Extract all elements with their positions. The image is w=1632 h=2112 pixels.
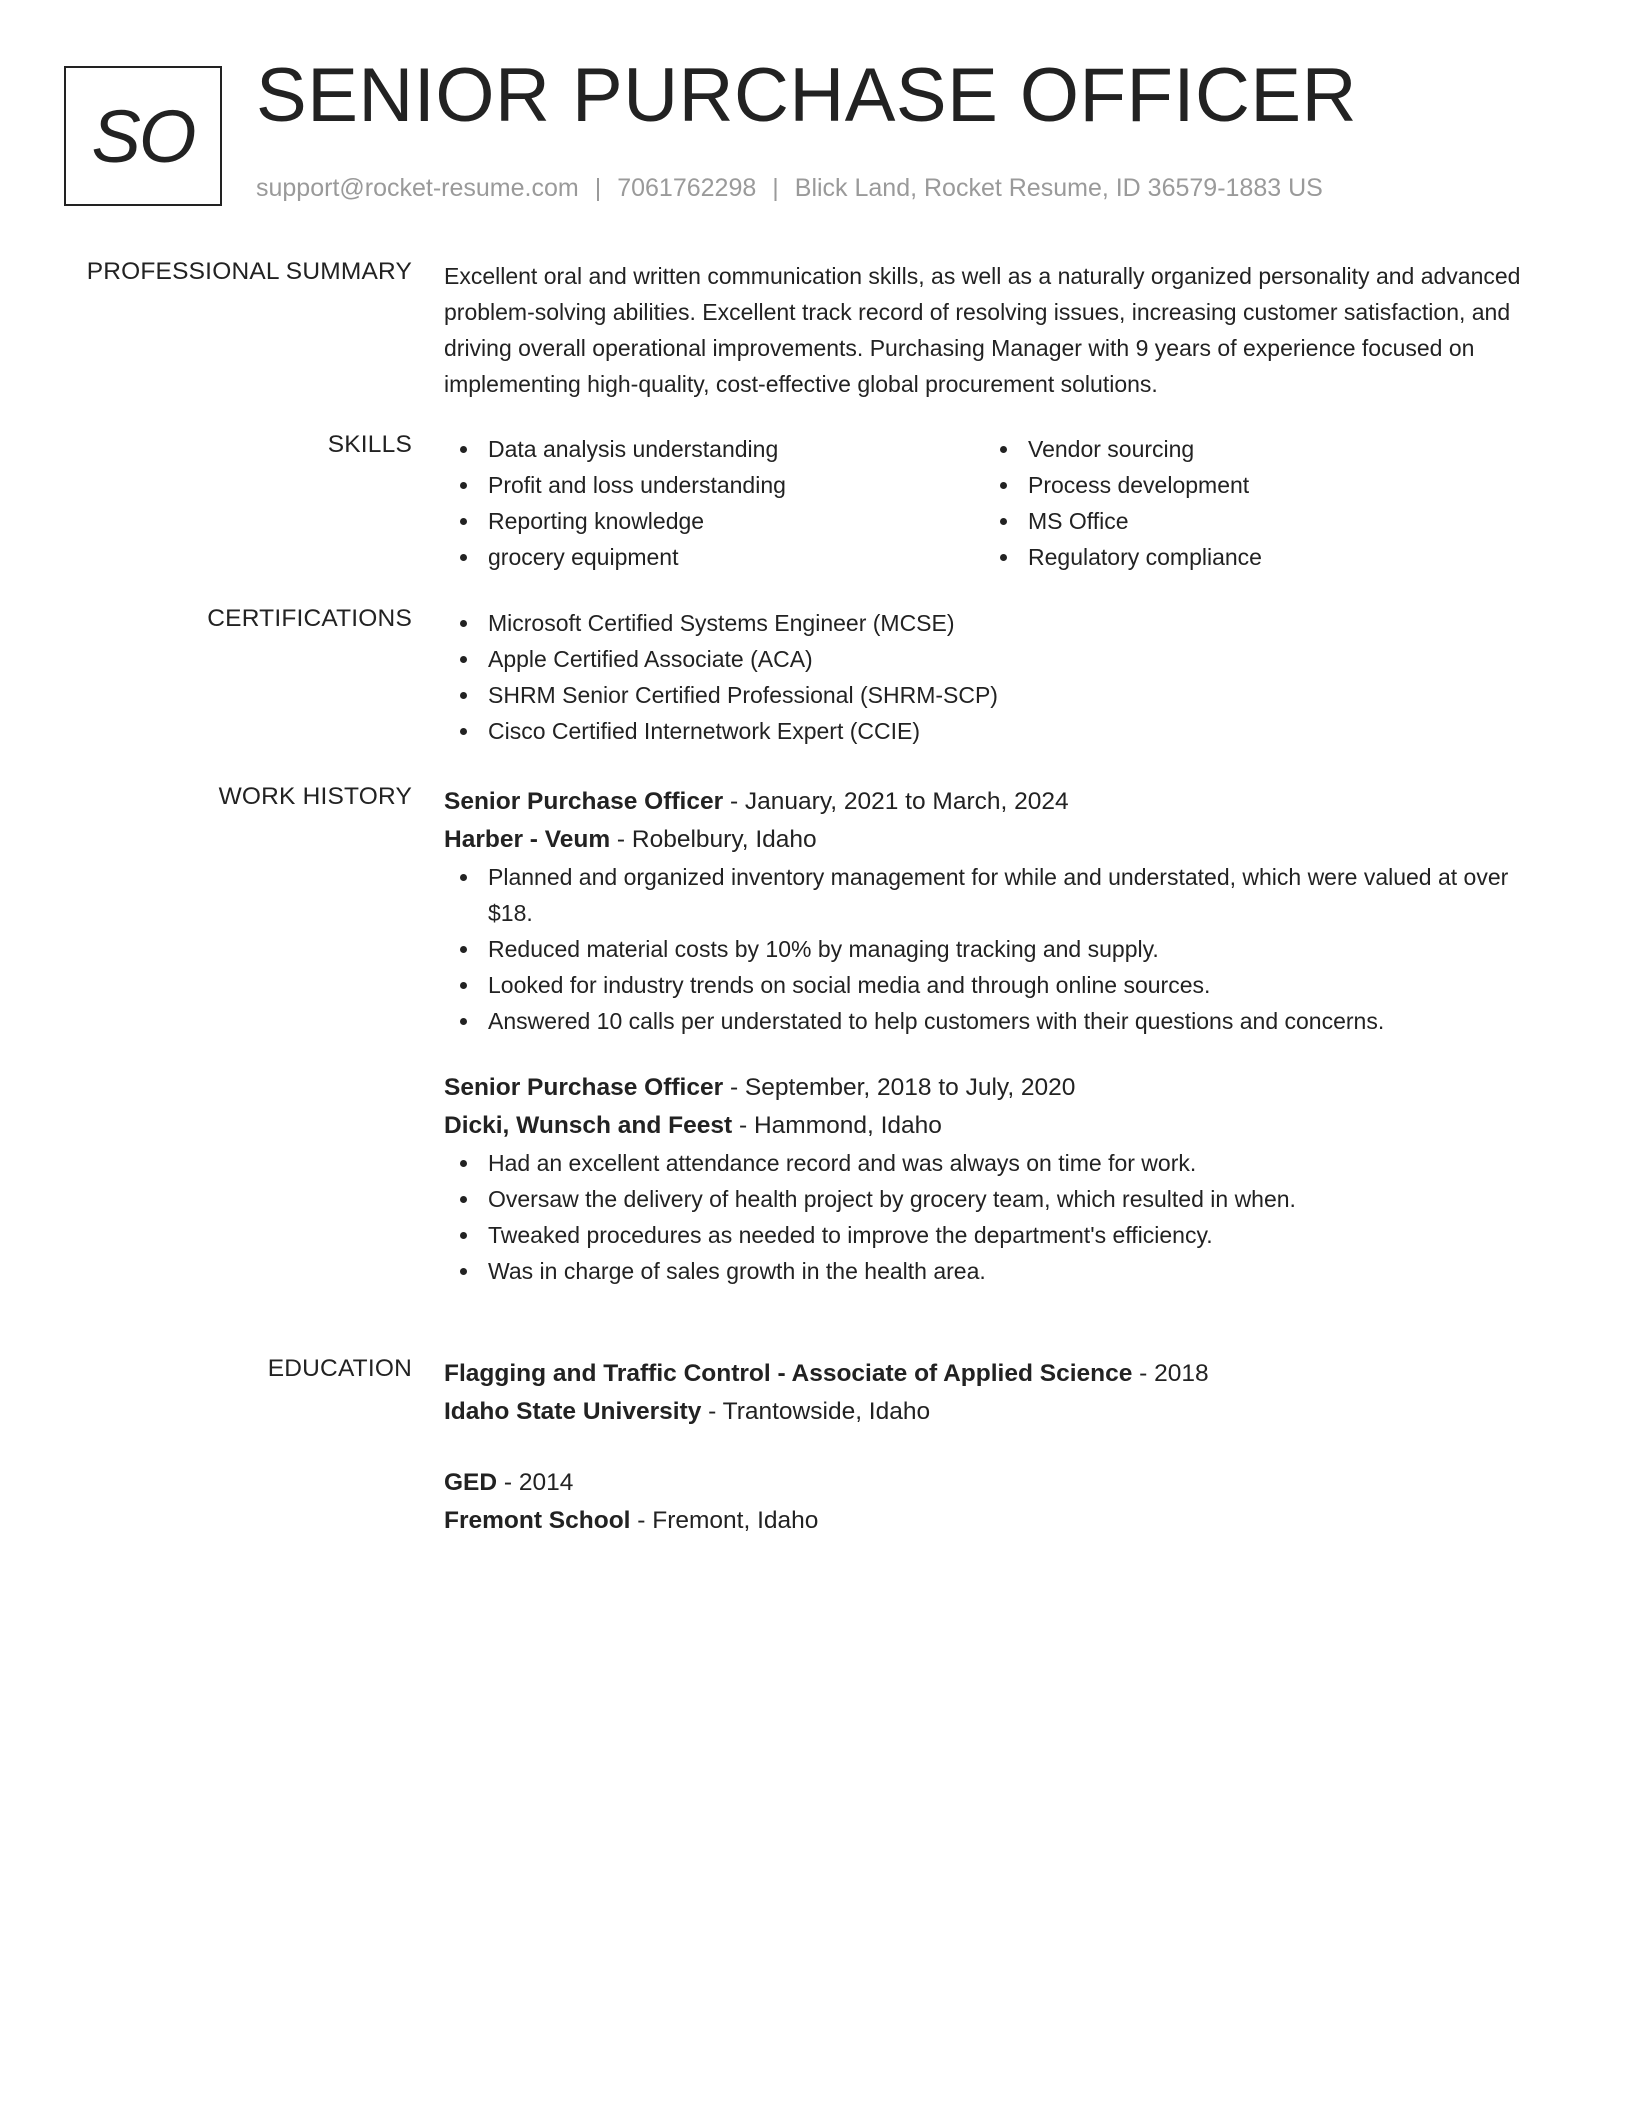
skills-heading: SKILLS [327, 431, 412, 458]
education-degree-line [444, 1355, 1524, 1393]
job-title: Senior Purchase Officer [444, 788, 724, 815]
skill-item: Profit and loss understanding [444, 467, 984, 503]
job-dates: - January, 2021 to March, 2024 [723, 788, 1069, 815]
education-entry [444, 1464, 1524, 1540]
certification-item: Microsoft Certified Systems Engineer (MCSE) [444, 605, 1524, 641]
education-degree: Flagging and Traffic Control - Associate of Applied Science [444, 1360, 1133, 1387]
education-location: - Trantowside, Idaho [701, 1398, 931, 1425]
education-entry [444, 1355, 1524, 1431]
work-history-heading: WORK HISTORY [218, 783, 412, 810]
certification-item: Cisco Certified Internetwork Expert (CCIE) [444, 713, 1524, 749]
education-school-line [444, 1393, 1524, 1431]
education-year: - 2014 [497, 1469, 574, 1496]
summary-heading: PROFESSIONAL SUMMARY [86, 258, 412, 285]
job-entry [444, 783, 1524, 1039]
skills-list-left [444, 431, 984, 575]
certifications-heading: CERTIFICATIONS [207, 605, 412, 632]
job-company-line [444, 1107, 1524, 1145]
education-degree: GED [444, 1469, 498, 1496]
job-title-line [444, 783, 1524, 821]
skills-body [444, 431, 1524, 575]
job-bullet: Planned and organized inventory management for while and understated, which were valued at over $18. [444, 859, 1524, 931]
job-entry [444, 1069, 1524, 1289]
certifications-list [444, 605, 1524, 749]
job-bullet: Reduced material costs by 10% by managing tracking and supply. [444, 931, 1524, 967]
contact-email[interactable]: support@rocket-resume.com [256, 174, 579, 202]
job-bullet: Had an excellent attendance record and was always on time for work. [444, 1145, 1524, 1181]
certification-item: SHRM Senior Certified Professional (SHRM-SCP) [444, 677, 1524, 713]
education-body [444, 1355, 1524, 1540]
job-title-line [444, 1069, 1524, 1107]
monogram-badge: SO [64, 66, 222, 206]
job-dates: - September, 2018 to July, 2020 [723, 1074, 1076, 1101]
page-title: SENIOR PURCHASE OFFICER [256, 53, 1357, 138]
education-heading: EDUCATION [267, 1355, 412, 1382]
contact-line [256, 174, 1323, 203]
education-school: Fremont School [444, 1507, 631, 1534]
summary-text: Excellent oral and written communication skills, as well as a naturally organized personality and advanced problem-solving abilities. Excellent track record of resolving issues, increasing customer satisfaction, and driving overall operational improvements. Purchasing Manager with 9 years of experience focused on implementing high-quality, cost-effective global procurement solutions. [444, 263, 1521, 397]
job-title: Senior Purchase Officer [444, 1074, 724, 1101]
job-bullet: Oversaw the delivery of health project by grocery team, which resulted in when. [444, 1181, 1524, 1217]
job-bullet: Was in charge of sales growth in the health area. [444, 1253, 1524, 1289]
work-history-body [444, 783, 1524, 1289]
contact-separator: | [594, 174, 602, 202]
education-location: - Fremont, Idaho [630, 1507, 819, 1534]
skill-item: Vendor sourcing [984, 431, 1524, 467]
education-school: Idaho State University [444, 1398, 702, 1425]
skill-item: Reporting knowledge [444, 503, 984, 539]
skill-item: MS Office [984, 503, 1524, 539]
job-location: - Hammond, Idaho [732, 1112, 942, 1139]
job-bullets [444, 1145, 1524, 1289]
certifications-body [444, 605, 1524, 749]
summary-body [444, 258, 1524, 402]
contact-separator: | [772, 174, 779, 202]
certification-item: Apple Certified Associate (ACA) [444, 641, 1524, 677]
skill-item: Process development [984, 467, 1524, 503]
education-degree-line [444, 1464, 1524, 1502]
contact-phone[interactable]: 7061762298 [617, 174, 757, 202]
job-bullet: Looked for industry trends on social media and through online sources. [444, 967, 1524, 1003]
job-location: - Robelbury, Idaho [610, 826, 817, 853]
education-school-line [444, 1502, 1524, 1540]
job-bullet: Tweaked procedures as needed to improve the department's efficiency. [444, 1217, 1524, 1253]
skills-list-right [984, 431, 1524, 575]
education-year: - 2018 [1132, 1360, 1209, 1387]
job-company: Harber - Veum [444, 826, 611, 853]
skill-item: Data analysis understanding [444, 431, 984, 467]
skill-item: Regulatory compliance [984, 539, 1524, 575]
job-company-line [444, 821, 1524, 859]
contact-address: Blick Land, Rocket Resume, ID 36579-1883 US [794, 174, 1323, 202]
job-bullets [444, 859, 1524, 1039]
job-company: Dicki, Wunsch and Feest [444, 1112, 733, 1139]
skill-item: grocery equipment [444, 539, 984, 575]
job-bullet: Answered 10 calls per understated to help customers with their questions and concerns. [444, 1003, 1524, 1039]
